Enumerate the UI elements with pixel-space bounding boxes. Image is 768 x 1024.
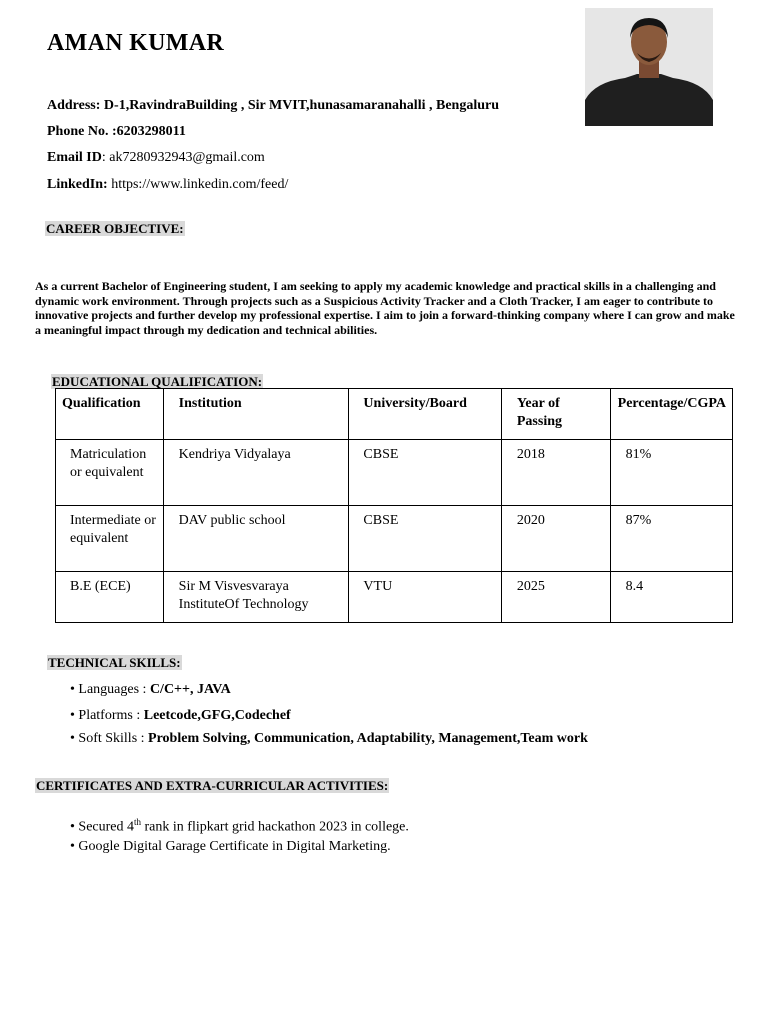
cell-qualification: Matriculation or equivalent xyxy=(56,440,164,506)
certificate-item xyxy=(70,839,391,855)
skill-label: Platforms : xyxy=(78,708,141,723)
phone-line xyxy=(47,124,186,140)
phone-value: :6203298011 xyxy=(111,124,186,139)
certificates-title: CERTIFICATES AND EXTRA-CURRICULAR ACTIVITIES: xyxy=(36,778,389,793)
education-title: EDUCATIONAL QUALIFICATION: xyxy=(52,374,263,389)
cell-percentage: 87% xyxy=(610,506,732,572)
cell-year: 2020 xyxy=(501,506,610,572)
bullet-icon: • xyxy=(70,682,75,697)
address-label: Address: xyxy=(47,98,101,113)
skill-item-languages xyxy=(70,682,231,698)
cell-institution: Sir M Visvesvaraya InstituteOf Technology xyxy=(163,572,349,623)
table-row xyxy=(56,440,733,506)
bullet-icon: • xyxy=(70,839,75,854)
certificate-item xyxy=(70,817,409,836)
skills-title: TECHNICAL SKILLS: xyxy=(48,655,181,670)
header-institution: Institution xyxy=(163,389,349,440)
education-table xyxy=(55,388,733,623)
linkedin-label: LinkedIn: xyxy=(47,177,108,192)
cell-institution: DAV public school xyxy=(163,506,349,572)
skills-heading xyxy=(47,654,182,672)
header-qualification: Qualification xyxy=(56,389,164,440)
bullet-icon: • xyxy=(70,819,75,835)
table-header-row xyxy=(56,389,733,440)
certificate-text-start: Secured 4 xyxy=(78,819,134,835)
address-line xyxy=(47,98,499,114)
career-objective-title: CAREER OBJECTIVE: xyxy=(46,221,184,236)
address-value: D-1,RavindraBuilding , Sir MVIT,hunasamaranahalli , Bengaluru xyxy=(103,98,499,113)
cell-percentage: 8.4 xyxy=(610,572,732,623)
cell-percentage: 81% xyxy=(610,440,732,506)
header-year: Year of Passing xyxy=(501,389,610,440)
cell-university: CBSE xyxy=(349,440,501,506)
email-value[interactable]: : ak7280932943@gmail.com xyxy=(101,150,265,165)
skill-label: Languages : xyxy=(78,682,147,697)
certificate-text: Google Digital Garage Certificate in Digital Marketing. xyxy=(78,839,391,854)
table-row xyxy=(56,572,733,623)
skill-value: Leetcode,GFG,Codechef xyxy=(143,708,291,723)
linkedin-line xyxy=(47,177,288,193)
skill-label: Soft Skills : xyxy=(78,731,145,746)
skill-value: Problem Solving, Communication, Adaptability, Management,Team work xyxy=(148,731,588,746)
bullet-icon: • xyxy=(70,708,75,723)
bullet-icon: • xyxy=(70,731,75,746)
profile-photo xyxy=(585,8,713,126)
table-row xyxy=(56,506,733,572)
skill-item-soft-skills xyxy=(70,731,588,747)
linkedin-link[interactable]: https://www.linkedin.com/feed/ xyxy=(111,177,289,192)
cell-qualification: Intermediate or equivalent xyxy=(56,506,164,572)
phone-label: Phone No. xyxy=(47,124,109,139)
candidate-name: AMAN KUMAR xyxy=(47,30,224,56)
header-university: University/Board xyxy=(349,389,501,440)
cell-institution: Kendriya Vidyalaya xyxy=(163,440,349,506)
email-label: Email ID xyxy=(47,150,102,165)
skill-value: C/C++, JAVA xyxy=(149,682,231,697)
profile-photo-image xyxy=(585,8,713,126)
email-line xyxy=(47,150,265,166)
cell-university: CBSE xyxy=(349,506,501,572)
certificate-text-end: rank in flipkart grid hackathon 2023 in college. xyxy=(141,819,409,835)
cell-qualification: B.E (ECE) xyxy=(56,572,164,623)
cell-university: VTU xyxy=(349,572,501,623)
cell-year: 2018 xyxy=(501,440,610,506)
skill-item-platforms xyxy=(70,708,291,724)
header-percentage: Percentage/CGPA xyxy=(610,389,732,440)
ordinal-suffix: th xyxy=(134,817,142,827)
career-objective-text: As a current Bachelor of Engineering student, I am seeking to apply my academic knowledge and practical skills in a challenging and dynamic work environment. Through projects such as a Suspicious Activity Tracker and a Cloth Tracker, I am eager to contribute to innovative projects and further develop my professional expertise. I aim to join a forward-thinking company where I can grow and make a meaningful impact through my dedication and technical abilities. xyxy=(35,279,735,337)
certificates-heading xyxy=(35,777,389,795)
cell-year: 2025 xyxy=(501,572,610,623)
career-objective-heading xyxy=(45,220,185,238)
